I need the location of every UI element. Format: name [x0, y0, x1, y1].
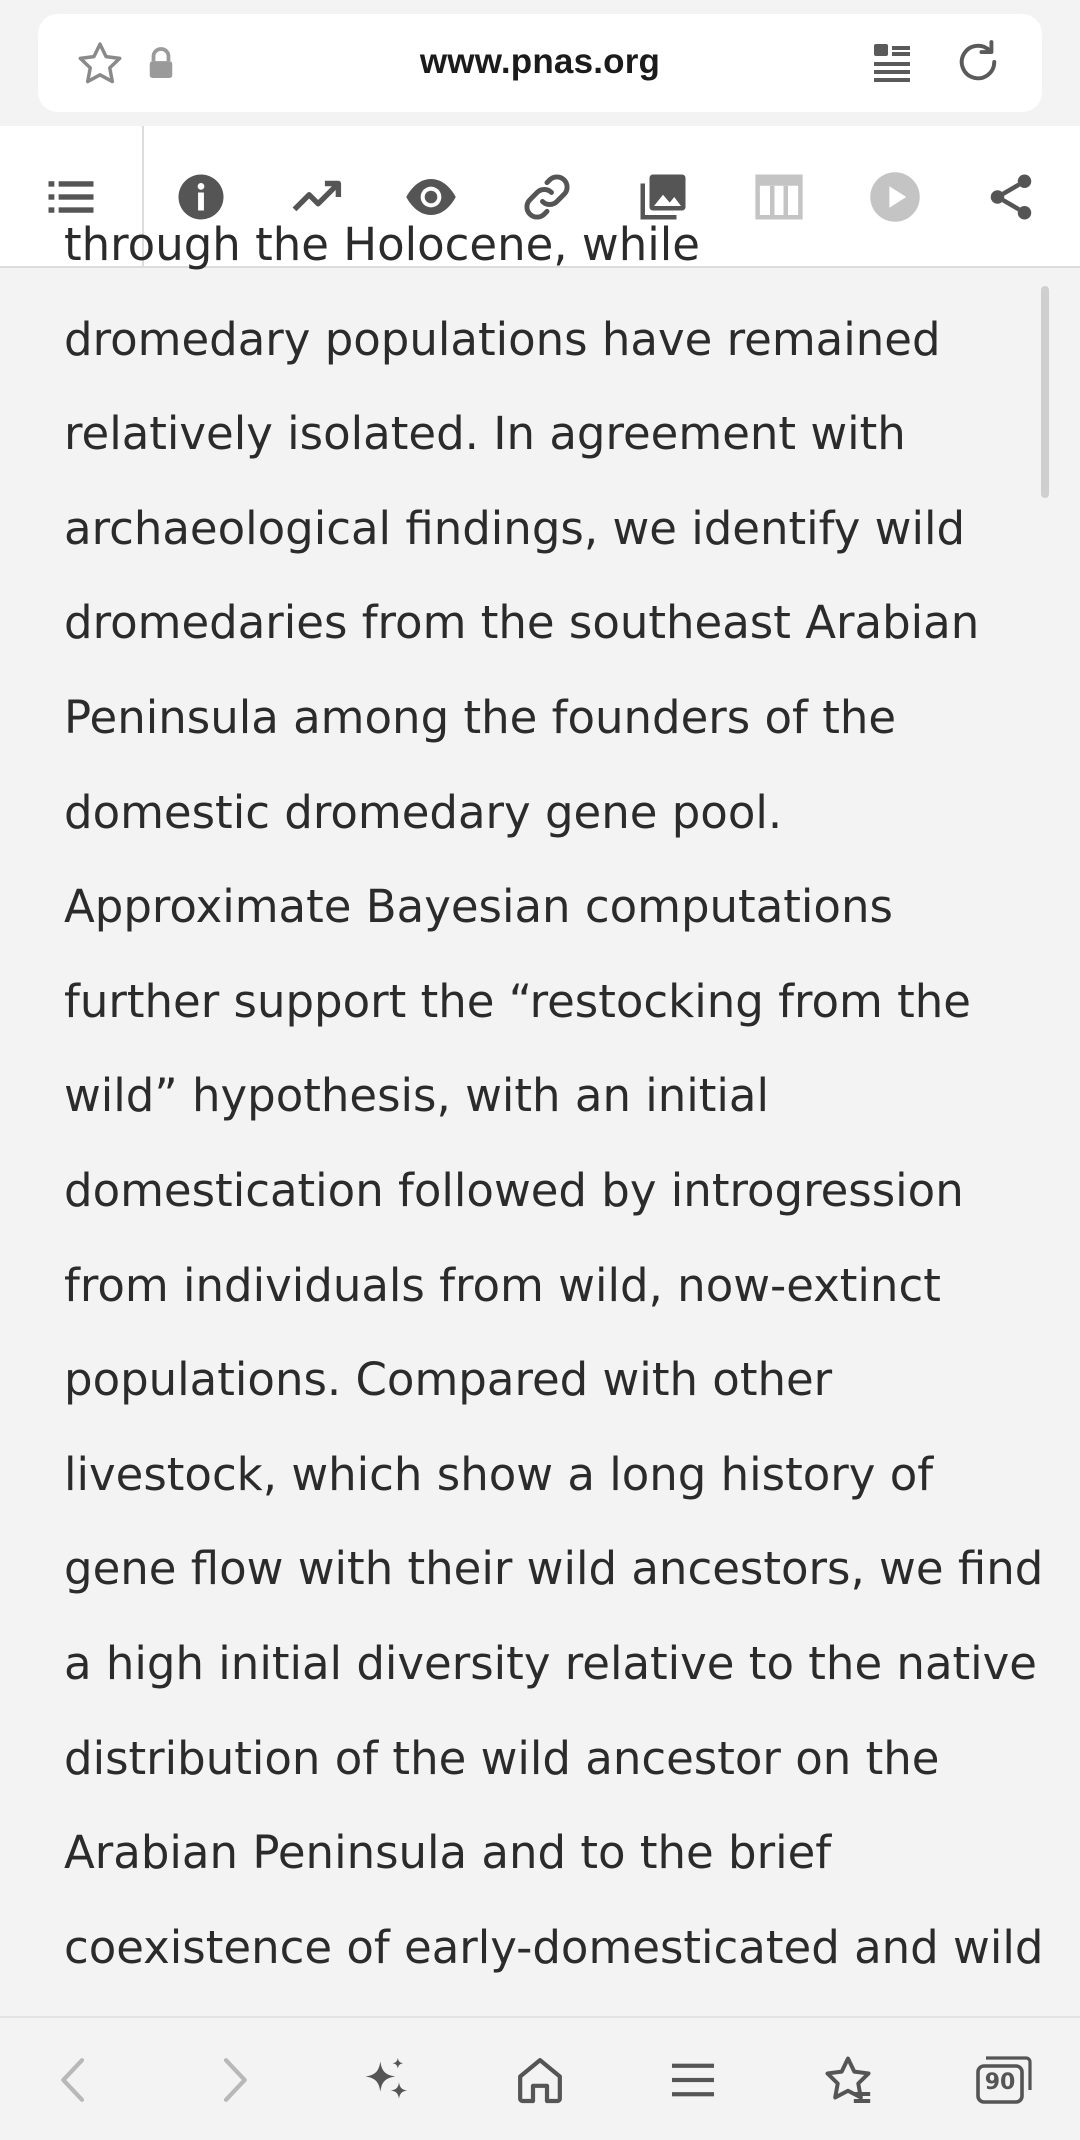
text-line: Peninsula among the founders of the [64, 690, 897, 744]
article-content[interactable] [0, 218, 1080, 2016]
url-text[interactable]: www.pnas.org [419, 42, 661, 81]
browser-top-bar [0, 0, 1080, 126]
assistant-sparkle-icon[interactable] [357, 2052, 413, 2108]
address-bar[interactable] [38, 14, 1042, 112]
text-line: gene flow with their wild ancestors, we find [64, 1542, 1044, 1596]
text-line: domestic dromedary gene pool. [64, 785, 783, 839]
text-line: coexistence of early-domesticated and wild [64, 1920, 1044, 1974]
bottom-navigation [0, 2016, 1080, 2140]
reload-icon[interactable] [952, 36, 1004, 88]
text-line: livestock, which show a long history of [64, 1447, 934, 1501]
text-line: populations. Compared with other [64, 1353, 833, 1407]
reader-mode-icon[interactable] [872, 40, 912, 84]
bookmarks-icon[interactable] [820, 2052, 876, 2108]
text-line: archaeological findings, we identify wild [64, 501, 966, 555]
back-icon[interactable] [47, 2052, 103, 2108]
text-line: Arabian Peninsula and to the brief [64, 1826, 832, 1880]
text-line: distribution of the wild ancestor on the [64, 1731, 940, 1785]
text-line: from individuals from wild, now-extinct [64, 1258, 941, 1312]
home-icon[interactable] [512, 2052, 568, 2108]
text-line: further support the “restocking from the [64, 974, 971, 1028]
menu-icon[interactable] [665, 2052, 721, 2108]
scrollbar[interactable] [1041, 286, 1049, 498]
text-line: dromedaries from the southeast Arabian [64, 596, 980, 650]
abstract-text [64, 198, 1044, 1995]
text-line: wild” hypothesis, with an initial [64, 1069, 770, 1123]
text-line: domestication followed by introgression [64, 1163, 964, 1217]
tabs-button[interactable] [972, 2046, 1036, 2110]
text-line: through the Holocene, while [64, 218, 700, 271]
text-line: Approximate Bayesian computations [64, 880, 893, 934]
tab-count: 90 [984, 2070, 1016, 2095]
forward-icon[interactable] [205, 2052, 261, 2108]
text-line: a high initial diversity relative to the native [64, 1636, 1037, 1690]
text-line: dromedary populations have remained [64, 312, 941, 366]
text-line: relatively isolated. In agreement with [64, 407, 906, 461]
